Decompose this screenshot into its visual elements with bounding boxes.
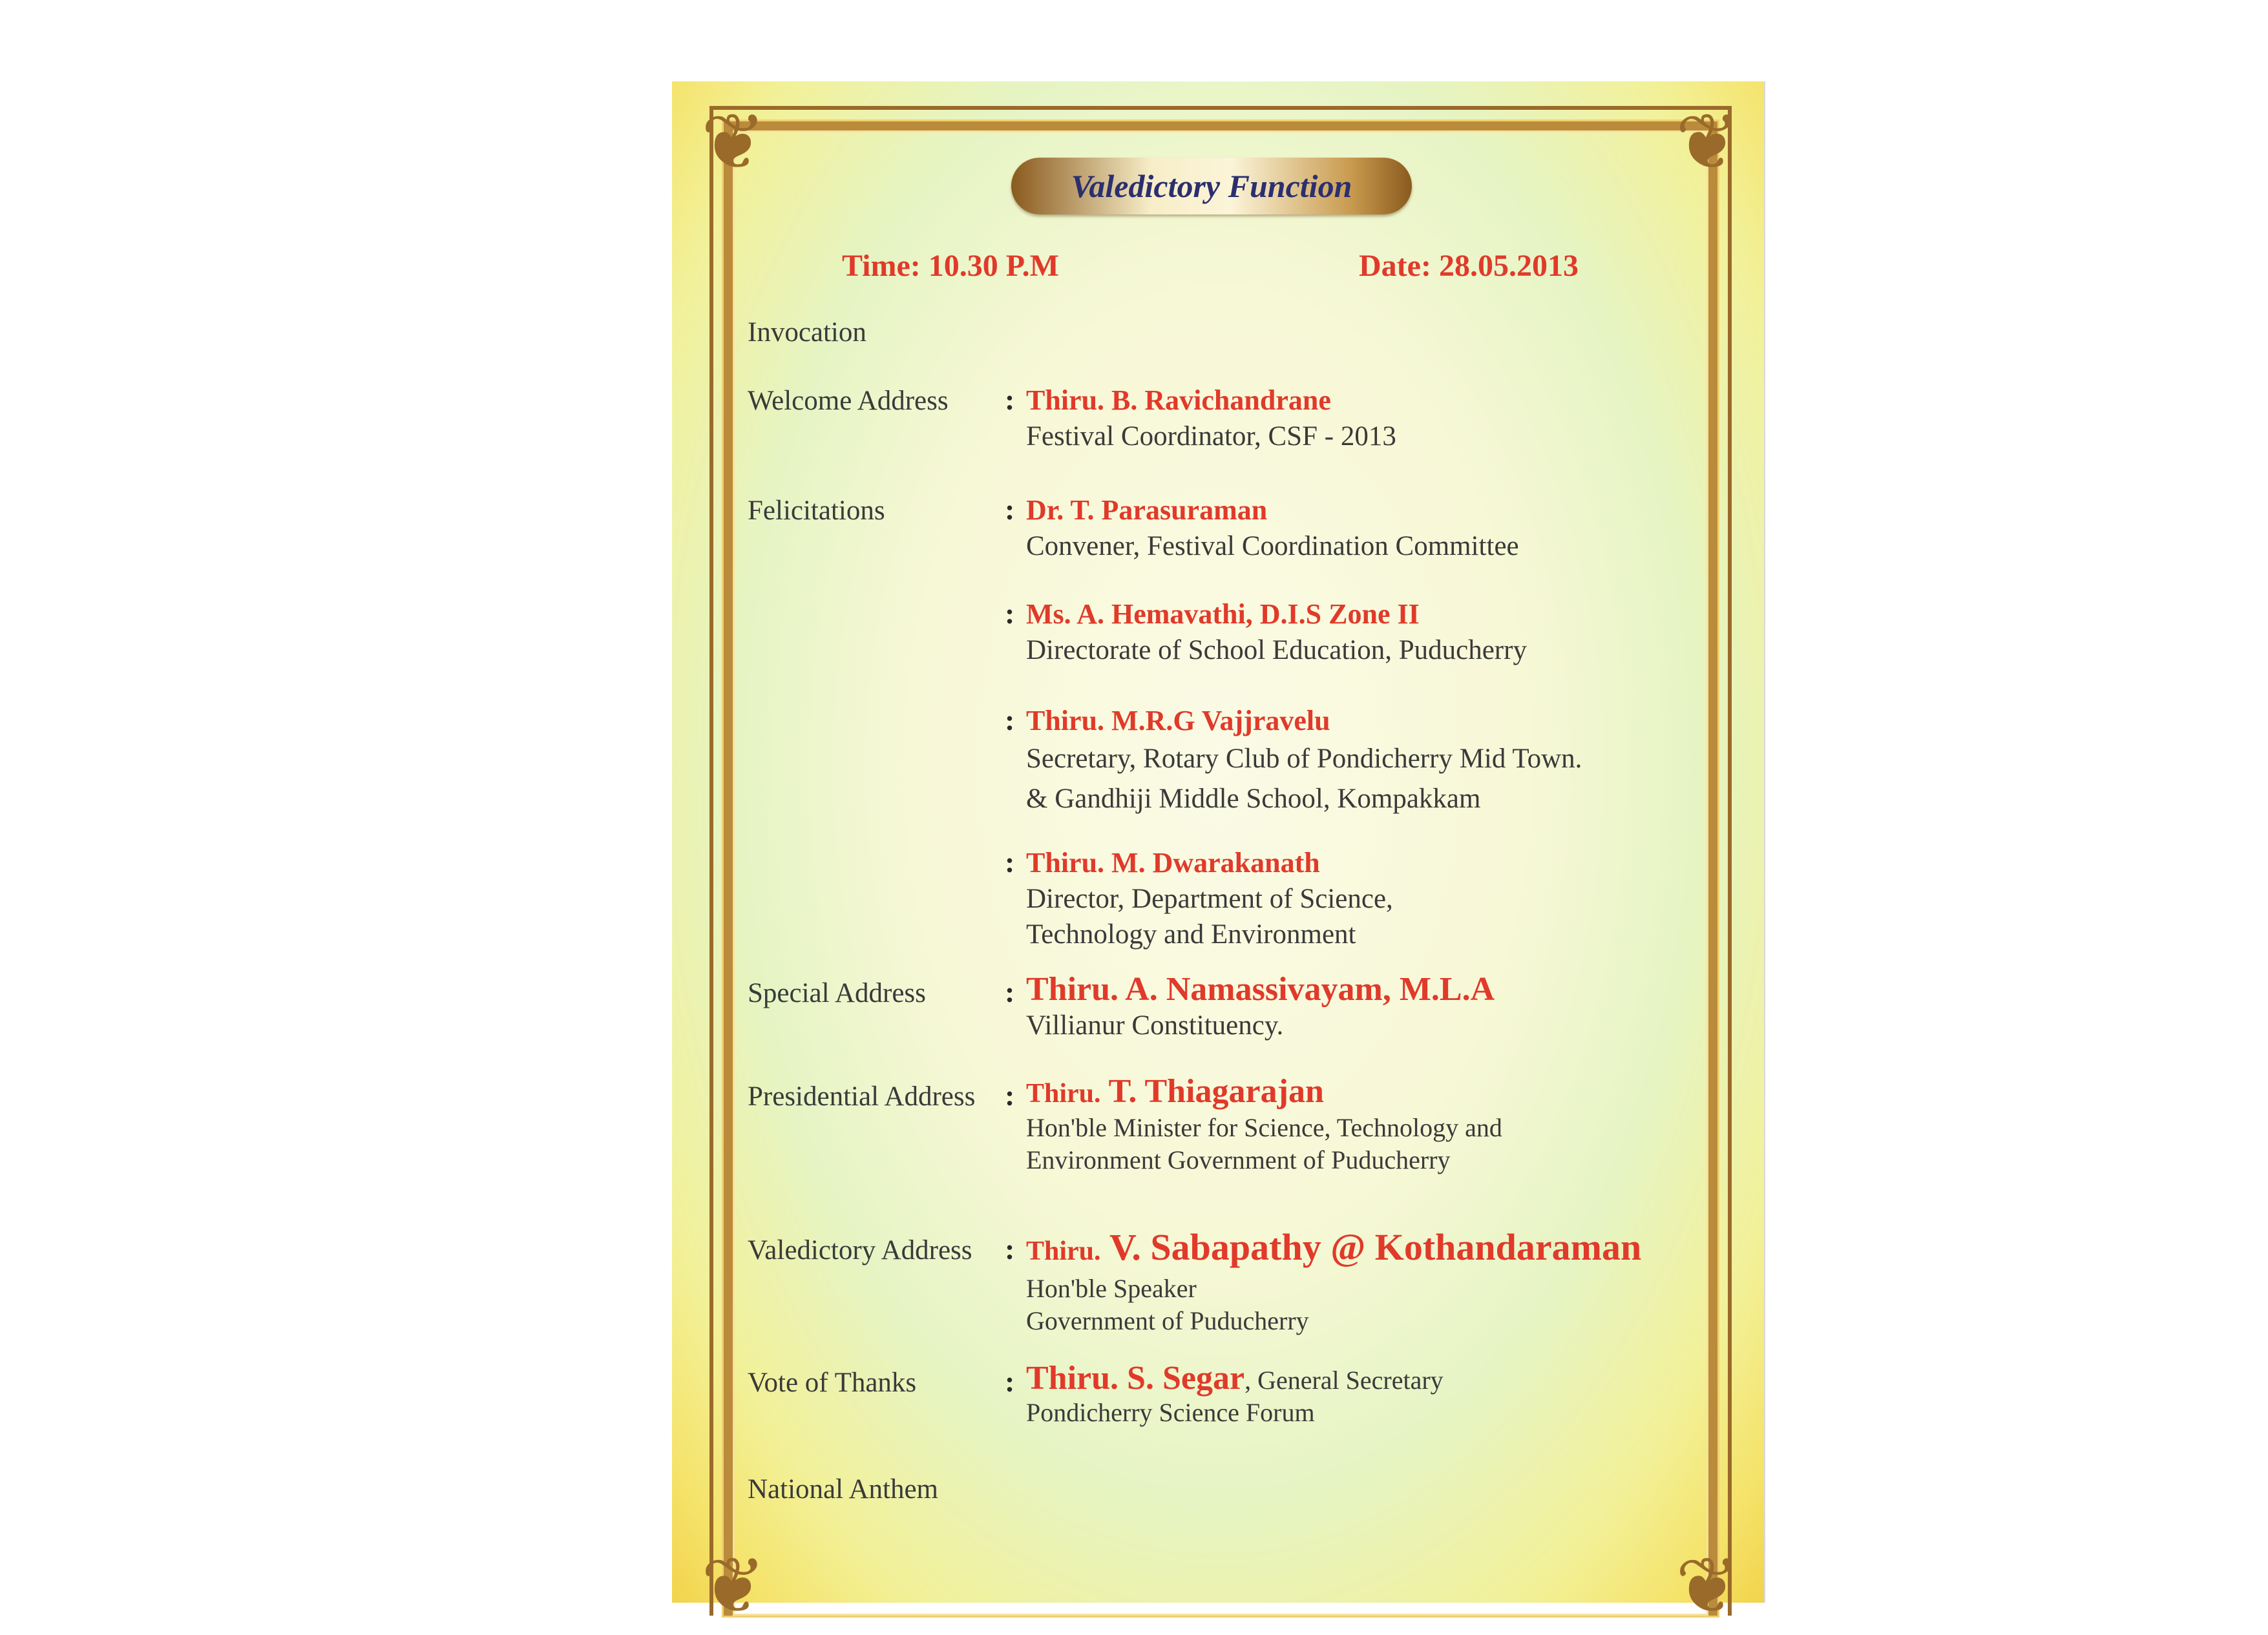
- speaker-desc: Government of Puducherry: [1026, 1306, 1309, 1335]
- felicitations-label: Felicitations: [748, 495, 885, 526]
- speaker-desc: Hon'ble Minister for Science, Technology and: [1026, 1113, 1502, 1142]
- presidential-address-entry: [1026, 1074, 1502, 1176]
- speaker-desc: Environment Government of Puducherry: [1026, 1145, 1451, 1174]
- vote-of-thanks-label: Vote of Thanks: [748, 1368, 917, 1398]
- welcome-label: Welcome Address: [748, 386, 949, 416]
- invocation-label: Invocation: [748, 317, 866, 348]
- colon: :: [1005, 1079, 1015, 1112]
- colon: :: [1005, 703, 1015, 736]
- name-main: Thiru. S. Segar: [1026, 1360, 1245, 1397]
- national-anthem-label: National Anthem: [748, 1474, 938, 1505]
- felicitation-entry-1: [1026, 492, 1519, 564]
- name-suffix: , General Secretary: [1244, 1366, 1444, 1395]
- event-date: Date: 28.05.2013: [1359, 249, 1579, 283]
- speaker-desc: Convener, Festival Coordination Committee: [1026, 531, 1519, 561]
- ornament-icon: ❦: [700, 1541, 766, 1631]
- colon: :: [1005, 493, 1015, 526]
- speaker-desc: Secretary, Rotary Club of Pondicherry Mid Town.: [1026, 744, 1582, 774]
- speaker-name: Dr. T. Parasuraman: [1026, 494, 1268, 526]
- page-title: Valedictory Function: [1011, 158, 1412, 214]
- colon: :: [1005, 1233, 1015, 1265]
- invitation-card: [672, 81, 1764, 1631]
- name-prefix: Thiru.: [1026, 1079, 1101, 1109]
- speaker-desc: & Gandhiji Middle School, Kompakkam: [1026, 784, 1481, 814]
- speaker-desc: Villianur Constituency.: [1026, 1010, 1284, 1041]
- speaker-name: [1026, 1074, 1502, 1112]
- colon: :: [1005, 846, 1015, 879]
- event-time: Time: 10.30 P.M: [842, 249, 1059, 283]
- ornament-icon: ❦: [1675, 1541, 1741, 1631]
- name-prefix: Thiru.: [1026, 1236, 1101, 1266]
- speaker-name: Thiru. B. Ravichandrane: [1026, 384, 1331, 416]
- speaker-desc: Technology and Environment: [1026, 919, 1356, 950]
- welcome-entry: [1026, 382, 1396, 454]
- special-address-entry: [1026, 972, 1495, 1043]
- speaker-desc: Hon'ble Speaker: [1026, 1274, 1197, 1303]
- speaker-name: Thiru. M. Dwarakanath: [1026, 847, 1320, 879]
- speaker-name: Ms. A. Hemavathi, D.I.S Zone II: [1026, 598, 1420, 630]
- ornament-icon: ❦: [700, 98, 766, 187]
- felicitation-entry-3: [1026, 703, 1582, 819]
- valedictory-address-label: Valedictory Address: [748, 1235, 972, 1265]
- speaker-desc: Pondicherry Science Forum: [1026, 1398, 1315, 1427]
- colon: :: [1005, 1365, 1015, 1398]
- name-main: T. Thiagarajan: [1108, 1073, 1324, 1110]
- presidential-address-label: Presidential Address: [748, 1081, 976, 1112]
- colon: :: [1005, 383, 1015, 416]
- colon: :: [1005, 597, 1015, 630]
- speaker-name: Thiru. M.R.G Vajjravelu: [1026, 705, 1330, 736]
- speaker-name: Thiru. A. Namassivayam, M.L.A: [1026, 971, 1495, 1008]
- ornament-icon: ❦: [1675, 98, 1741, 187]
- colon: :: [1005, 975, 1015, 1008]
- special-address-label: Special Address: [748, 978, 926, 1008]
- felicitation-entry-4: [1026, 845, 1393, 952]
- speaker-name: [1026, 1360, 1444, 1397]
- speaker-desc: Director, Department of Science,: [1026, 884, 1393, 914]
- felicitation-entry-2: [1026, 596, 1527, 668]
- name-main: V. Sabapathy @ Kothandaraman: [1109, 1226, 1642, 1268]
- speaker-desc: Directorate of School Education, Puducherry: [1026, 635, 1527, 665]
- speaker-desc: Festival Coordinator, CSF - 2013: [1026, 421, 1396, 452]
- speaker-name: [1026, 1226, 1641, 1273]
- vote-of-thanks-entry: [1026, 1360, 1444, 1429]
- valedictory-address-entry: [1026, 1226, 1641, 1337]
